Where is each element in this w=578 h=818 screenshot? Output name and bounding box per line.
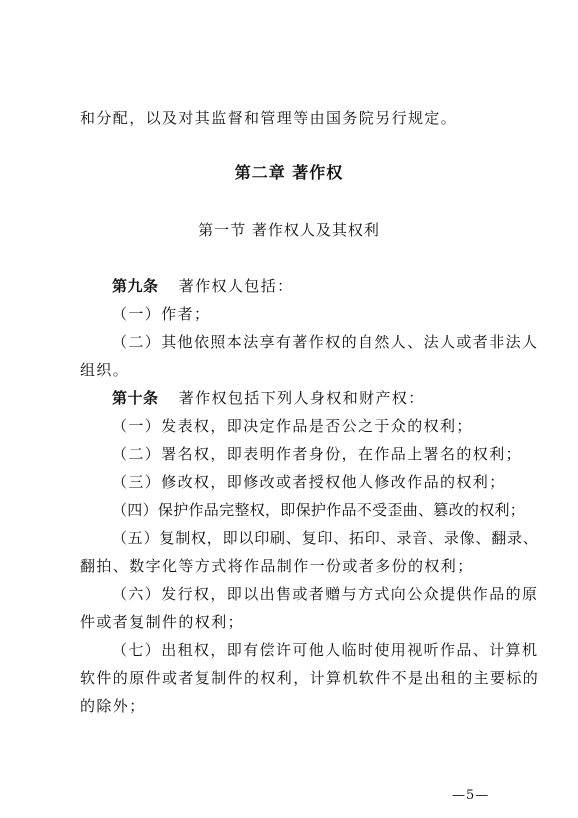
article-10-item-7-line-2: 软件的原件或者复制件的权利，计算机软件不是出租的主要标的 [80,669,540,687]
article-10-item-7-line-1: （七）出租权，即有偿许可他人临时使用视听作品、计算机 [112,641,539,659]
page-number: —5— [452,788,490,803]
article-9-heading [112,276,512,296]
article-9-title: 第九条 [112,277,159,295]
intro-line: 和分配，以及对其监督和管理等由国务院另行规定。 [80,109,458,127]
article-10-item-7-line-3: 的除外； [80,697,146,715]
article-10-item-6-line-2: 件或者复制件的权利； [80,613,245,631]
article-9-item-2: （二）其他依照本法享有著作权的自然人、法人或者非法人 [112,333,539,351]
article-10-title: 第十条 [112,389,159,407]
article-10-heading [112,388,512,408]
article-10-item-5-line-2: 翻拍、数字化等方式将作品制作一份或者多份的权利； [80,557,474,575]
article-10-item-4: （四）保护作品完整权，即保护作品不受歪曲、篡改的权利； [112,501,526,519]
article-10-text: 著作权包括下列人身权和财产权： [178,389,425,407]
article-10-item-1: （一）发表权，即决定作品是否公之于众的权利； [112,417,473,435]
section-title: 第一节 著作权人及其权利 [198,221,380,239]
article-9-item-2-continuation: 组织。 [80,361,130,379]
article-10-item-2: （二）署名权，即表明作者身份，在作品上署名的权利； [112,445,523,463]
chapter-title: 第二章 著作权 [234,163,344,182]
article-9-text: 著作权人包括： [178,277,294,295]
article-10-item-6-line-1: （六）发行权，即以出售或者赠与方式向公众提供作品的原 [112,585,539,603]
article-10-item-5-line-1: （五）复制权，即以印刷、复印、拓印、录音、录像、翻录、 [112,529,539,547]
article-9-item-1: （一）作者； [112,305,211,323]
article-10-item-3: （三）修改权，即修改或者授权他人修改作品的权利； [112,473,506,491]
